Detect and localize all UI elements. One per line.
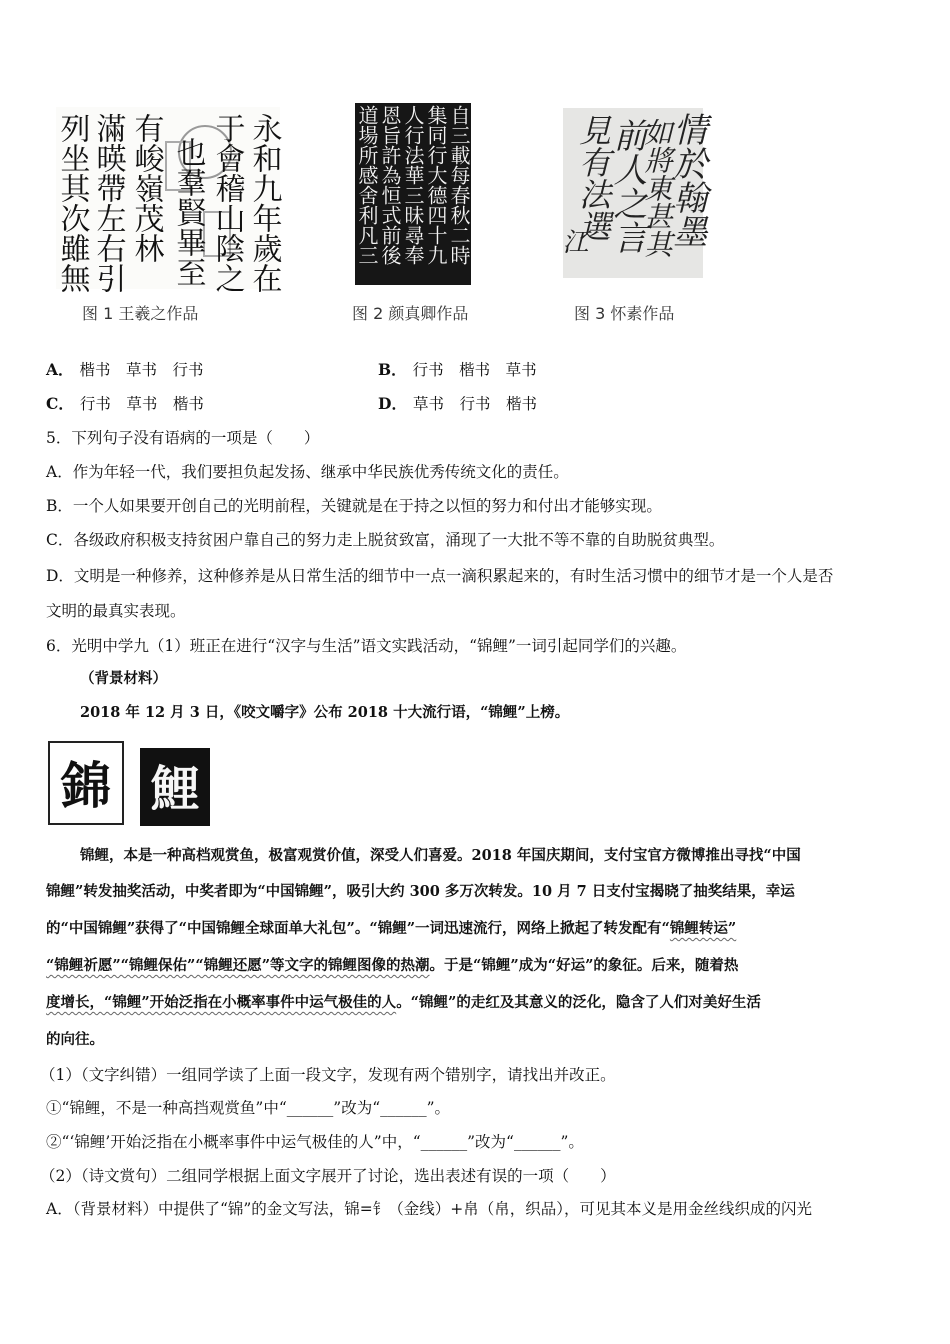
li-seal-image bbox=[140, 748, 210, 826]
seal-character: 錦 bbox=[61, 756, 111, 815]
article-paragraph bbox=[46, 919, 736, 939]
underlined-text: 锦鲤转运” bbox=[669, 920, 737, 937]
article-paragraph bbox=[46, 956, 738, 976]
article-text: 。“锦鲤”的走红及其意义的泛化，隐含了人们对美好生活 bbox=[396, 994, 761, 1011]
article-paragraph bbox=[46, 993, 761, 1013]
option-text: 行书 楷书 草书 bbox=[412, 361, 537, 379]
article-paragraph: 锦鲤，本是一种高档观赏鱼，极富观赏价值，深受人们喜爱。2018 年国庆期间，支付宝官方微博推出寻找“中国 bbox=[80, 847, 801, 864]
subquestion-1-item-2[interactable]: ②“‘锦鲤’开始泛指在小概率事件中运气极佳的人”中，“______”改为“______”。 bbox=[46, 1133, 584, 1151]
calligraphy-column: 滿暎帶左右引 bbox=[90, 113, 126, 293]
calligraphy-column: 江 bbox=[558, 228, 588, 254]
figure-huaisu-image bbox=[558, 108, 707, 278]
q4-option-d[interactable] bbox=[378, 394, 537, 414]
calligraphy-column: 人行法華三昧尋奉 bbox=[401, 105, 425, 265]
q5-stem: 5．下列句子没有语病的一项是（ ） bbox=[46, 429, 320, 447]
q4-option-b[interactable] bbox=[378, 360, 537, 380]
calligraphy-column: 有峻嶺茂林 bbox=[128, 113, 164, 263]
figure-yanzhenqing bbox=[355, 103, 471, 285]
q6-stem: 6．光明中学九（1）班正在进行“汉字与生活”语文实践活动，“锦鲤”一词引起同学们的兴趣。 bbox=[46, 637, 687, 655]
calligraphy-column: 永和九年歲在 bbox=[246, 113, 282, 293]
figure-wangxizhi bbox=[54, 107, 282, 293]
q4-option-c[interactable] bbox=[46, 394, 204, 414]
q5-option-d[interactable]: D．文明是一种修养，这种修养是从日常生活的细节中一点一滴积累起来的，有时生活习惯中的细节才是一个人是否 bbox=[46, 567, 834, 585]
calligraphy-column: 也羣賢畢至 bbox=[170, 137, 206, 287]
calligraphy-column: 自三載每春秋二時 bbox=[447, 105, 471, 265]
calligraphy-column: 前人之言 bbox=[607, 118, 647, 254]
subquestion-1-item-1[interactable]: ①“锦鲤，不是一种高挡观赏鱼”中“______”改为“______”。 bbox=[46, 1099, 451, 1117]
background-material-text: 2018 年 12 月 3 日，《咬文嚼字》公布 2018 十大流行语，“锦鲤”上榜。 bbox=[80, 704, 570, 721]
subquestion-1: （1）（文字纠错）一组同学读了上面一段文字，发现有两个错别字，请找出并改正。 bbox=[40, 1066, 616, 1084]
option-key: B． bbox=[378, 360, 407, 379]
option-text: 楷书 草书 行书 bbox=[79, 361, 204, 379]
subquestion-2: （2）（诗文赏句）二组同学根据上面文字展开了讨论，选出表述有误的一项（ ） bbox=[40, 1167, 616, 1185]
article-paragraph: 锦鲤”转发抽奖活动，中奖者即为“中国锦鲤”，吸引大约 300 多万次转发。10 月 7 日支付宝揭晓了抽奖结果，幸运 bbox=[46, 883, 795, 900]
calligraphy-column: 情於翰墨 bbox=[667, 112, 707, 248]
q5-option-c[interactable]: C．各级政府积极支持贫困户靠自己的努力走上脱贫致富，涌现了一大批不等不靠的自助脱贫典型。 bbox=[46, 531, 725, 549]
option-text: 草书 行书 楷书 bbox=[412, 395, 537, 413]
q4-option-a[interactable] bbox=[46, 360, 204, 380]
option-key: A． bbox=[46, 360, 74, 379]
q5-option-a[interactable]: A．作为年轻一代，我们要担负起发扬、继承中华民族优秀传统文化的责任。 bbox=[46, 463, 569, 481]
calligraphy-column: 如將東甚其 bbox=[640, 118, 674, 258]
option-text: 行书 草书 楷书 bbox=[79, 395, 204, 413]
article-paragraph: 的向往。 bbox=[46, 1031, 104, 1048]
underlined-text: “锦鲤祈愿”“锦鲤保佑”“锦鲤还愿”等文字的锦鲤图像的热潮 bbox=[46, 957, 430, 974]
calligraphy-column: 列坐其次雖無 bbox=[54, 113, 90, 293]
calligraphy-column: 集同行大德四十九 bbox=[424, 105, 448, 265]
calligraphy-column: 恩旨許為恒式前後 bbox=[378, 105, 402, 265]
q5-option-b[interactable]: B．一个人如果要开创自己的光明前程，关键就是在于持之以恒的努力和付出才能够实现。 bbox=[46, 497, 662, 515]
jin-seal-image bbox=[48, 741, 124, 825]
calligraphy-column: 見有法選 bbox=[574, 114, 612, 242]
article-text: 。于是“锦鲤”成为“好运”的象征。后来，随着热 bbox=[429, 957, 739, 974]
q5-option-d-continued: 文明的最真实表现。 bbox=[46, 602, 186, 620]
figure-caption: 图 1 王羲之作品 bbox=[82, 304, 199, 323]
figure-caption: 图 3 怀素作品 bbox=[574, 304, 675, 323]
calligraphy-column: 于會稽山陰之 bbox=[209, 113, 245, 293]
subquestion-2-option-a[interactable]: A．（背景材料）中提供了“锦”的金文写法，锦=钅（金线）+帛（帛，织品），可见其本义是用金丝线织成的闪光 bbox=[46, 1200, 813, 1218]
figure-huaisu bbox=[558, 108, 707, 278]
figure-wangxizhi-image bbox=[54, 107, 282, 293]
background-material-title: （背景材料） bbox=[80, 670, 167, 687]
article-text: 的“中国锦鲤”获得了“中国锦鲤全球面单大礼包”。“锦鲤”一词迅速流行，网络上掀起了转发配有“ bbox=[46, 920, 670, 937]
figure-caption: 图 2 颜真卿作品 bbox=[352, 304, 469, 323]
figure-yanzhenqing-image bbox=[355, 103, 471, 285]
underlined-text: 度增长，“锦鲤”开始泛指在小概率事件中运气极佳的人 bbox=[46, 994, 397, 1011]
seal-character: 鯉 bbox=[150, 761, 200, 817]
calligraphy-column: 道場所感舍利凡三 bbox=[355, 105, 379, 265]
option-key: C． bbox=[46, 394, 74, 413]
option-key: D． bbox=[378, 394, 407, 413]
